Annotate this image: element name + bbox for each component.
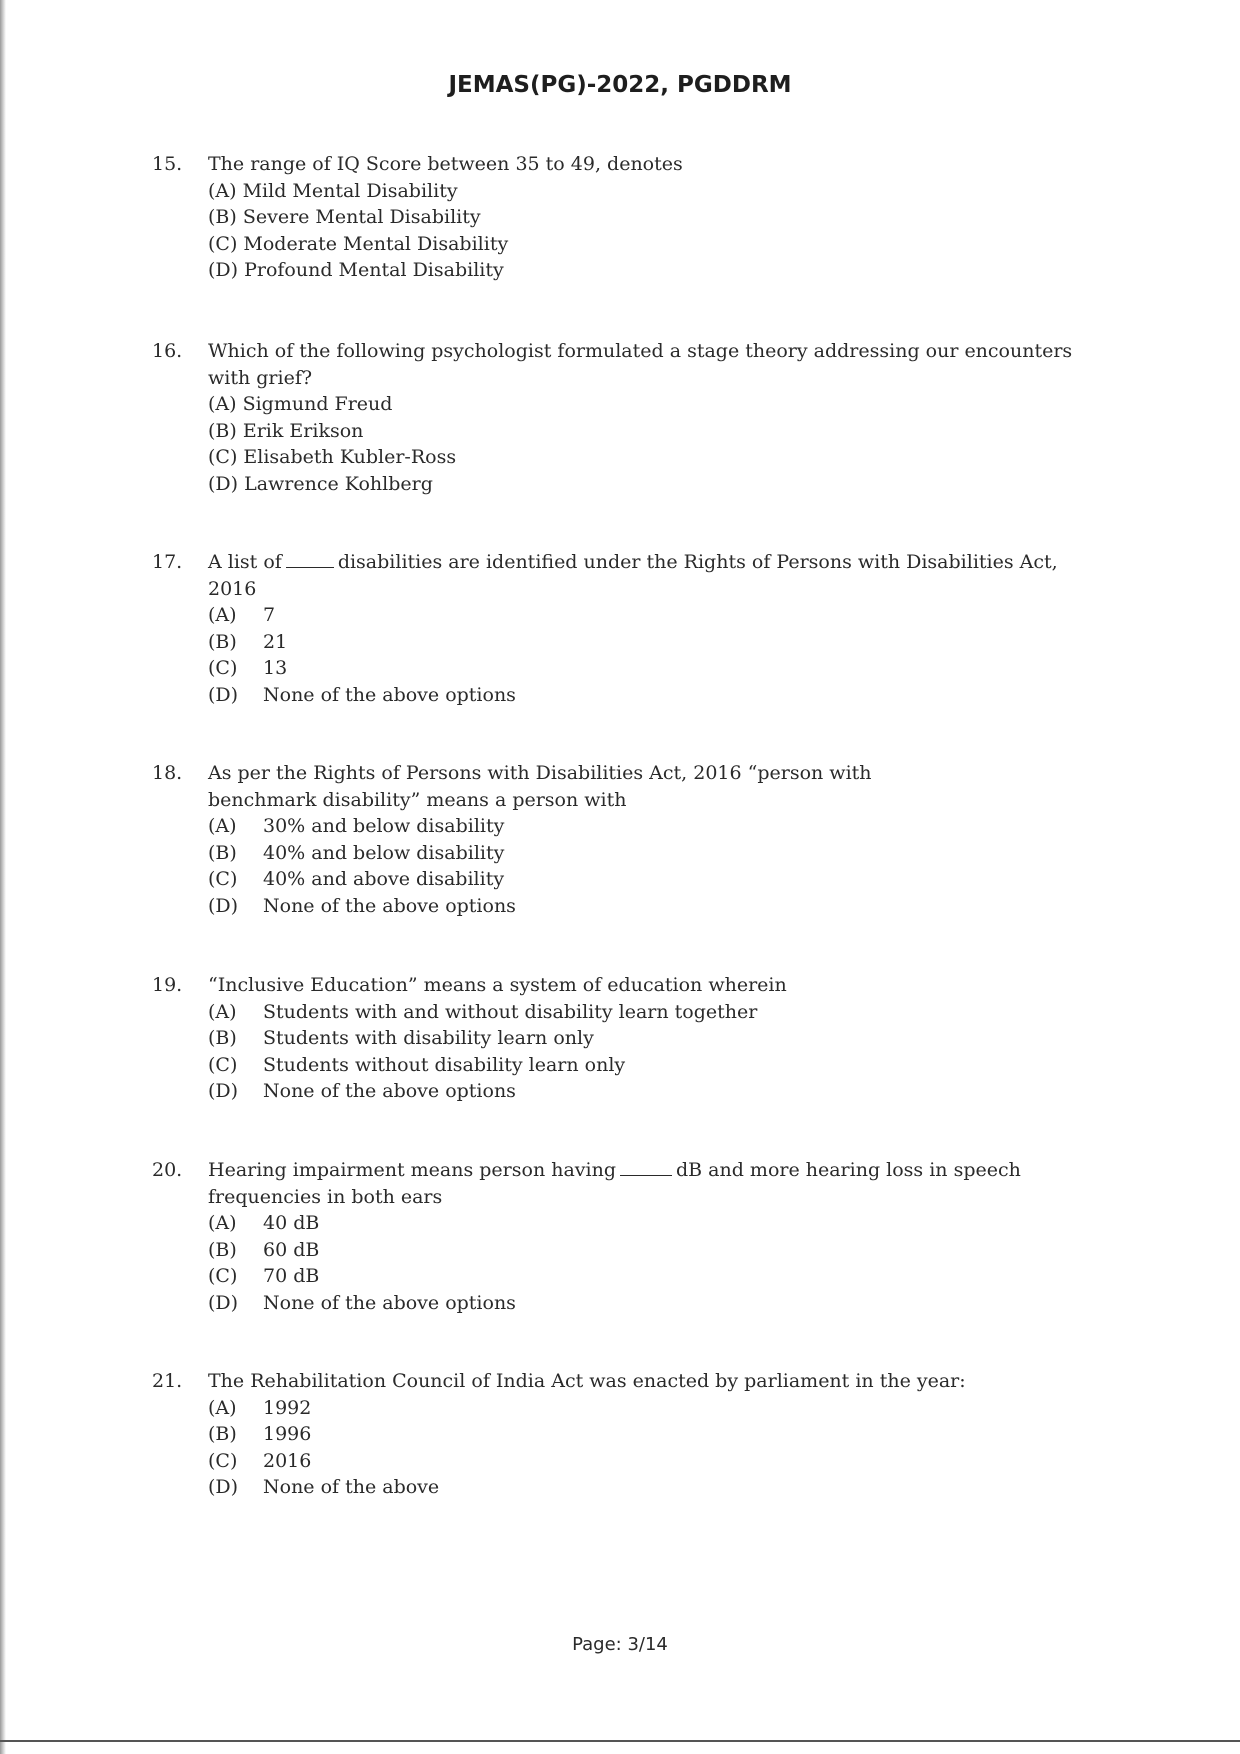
option-b: (B) Erik Erikson xyxy=(208,419,364,442)
option-b xyxy=(208,629,1092,656)
question-text: As per the Rights of Persons with Disabilities Act, 2016 “person with benchmark disability” means a person with xyxy=(208,762,872,811)
option-c xyxy=(208,1448,1092,1475)
option-letter: (C) xyxy=(208,657,238,679)
option-text: None of the above xyxy=(263,1476,440,1498)
question-number: 18. xyxy=(152,762,183,784)
option-a xyxy=(208,999,1092,1026)
option-text: 13 xyxy=(263,657,288,679)
option-c xyxy=(208,866,1092,893)
option-text: 70 dB xyxy=(263,1265,320,1287)
option-letter: (D) xyxy=(208,894,239,917)
question-18 xyxy=(152,760,1092,919)
option-letter: (C) xyxy=(208,868,238,890)
scan-edge xyxy=(0,0,6,1754)
question-text-part: A list of xyxy=(208,551,282,573)
option-letter: (D) xyxy=(208,683,239,706)
option-text: 30% and below disability xyxy=(263,815,505,837)
question-number: 17. xyxy=(152,551,183,573)
option-text: 40 dB xyxy=(263,1212,320,1234)
option-b xyxy=(208,1025,1092,1052)
question-number: 16. xyxy=(152,340,183,362)
option-text: 1996 xyxy=(263,1423,312,1445)
option-list xyxy=(208,813,1092,919)
option-letter: (A) xyxy=(208,815,237,837)
option-text: None of the above options xyxy=(263,894,516,917)
option-a xyxy=(208,602,1092,629)
option-d xyxy=(208,893,1092,920)
option-list xyxy=(208,1395,1092,1501)
option-letter: (C) xyxy=(208,1265,238,1287)
question-number: 19. xyxy=(152,974,183,996)
option-letter: (B) xyxy=(208,841,237,864)
answer-blank xyxy=(620,1159,672,1176)
option-list xyxy=(208,999,1092,1105)
bottom-rule xyxy=(0,1740,1240,1742)
option-a: (A) Mild Mental Disability xyxy=(208,179,458,202)
option-letter: (B) xyxy=(208,1238,237,1261)
question-text-part: Hearing impairment means person having xyxy=(208,1159,616,1181)
option-letter: (D) xyxy=(208,1476,239,1498)
option-c: (C) Elisabeth Kubler-Ross xyxy=(208,446,457,468)
option-text: 40% and below disability xyxy=(263,841,505,864)
question-text xyxy=(208,1157,1092,1210)
option-a xyxy=(208,1395,1092,1422)
option-letter: (B) xyxy=(208,630,237,653)
option-d xyxy=(208,1474,1092,1501)
option-letter: (A) xyxy=(208,604,237,626)
question-17 xyxy=(152,549,1092,708)
option-text: 21 xyxy=(263,630,288,653)
option-letter: (A) xyxy=(208,1212,237,1234)
option-list xyxy=(208,602,1092,708)
option-text: None of the above options xyxy=(263,1080,516,1102)
option-letter: (C) xyxy=(208,1053,238,1076)
option-letter: (A) xyxy=(208,1396,237,1419)
option-text: None of the above options xyxy=(263,683,516,706)
option-list xyxy=(208,1210,1092,1316)
option-text: Students with and without disability learn together xyxy=(263,1000,758,1023)
question-20 xyxy=(152,1157,1092,1316)
option-c xyxy=(208,1263,1092,1290)
option-list xyxy=(208,391,1092,497)
option-text: None of the above options xyxy=(263,1291,516,1314)
option-text: 1992 xyxy=(263,1396,312,1419)
option-d xyxy=(208,1078,1092,1105)
option-text: 7 xyxy=(263,604,276,626)
option-a: (A) Sigmund Freud xyxy=(208,393,393,415)
question-text-part: 2016 xyxy=(208,577,257,600)
option-letter: (D) xyxy=(208,1080,239,1102)
question-text-part: frequencies in both ears xyxy=(208,1185,443,1208)
option-letter: (D) xyxy=(208,1291,239,1314)
question-number: 20. xyxy=(152,1159,183,1181)
exam-title: JEMAS(PG)-2022, PGDDRM xyxy=(448,72,792,98)
option-list xyxy=(208,178,1092,284)
page-number: Page: 3/14 xyxy=(572,1634,668,1655)
question-19 xyxy=(152,972,1092,1105)
option-letter: (A) xyxy=(208,1000,237,1023)
option-text: 60 dB xyxy=(263,1238,320,1261)
option-text: Students with disability learn only xyxy=(263,1027,594,1049)
option-c xyxy=(208,1052,1092,1079)
question-text: Which of the following psychologist formulated a stage theory addressing our encounters with grief? xyxy=(208,340,1073,389)
option-d: (D) Lawrence Kohlberg xyxy=(208,472,433,495)
question-text-part: dB and more hearing loss in speech xyxy=(676,1159,1021,1181)
option-b: (B) Severe Mental Disability xyxy=(208,206,481,228)
question-16 xyxy=(152,338,1092,497)
answer-blank xyxy=(286,551,334,568)
option-a xyxy=(208,1210,1092,1237)
option-b xyxy=(208,840,1092,867)
question-text: The range of IQ Score between 35 to 49, denotes xyxy=(208,153,683,175)
question-number: 15. xyxy=(152,153,183,175)
option-c: (C) Moderate Mental Disability xyxy=(208,232,509,255)
option-b xyxy=(208,1237,1092,1264)
question-21 xyxy=(152,1368,1092,1501)
option-text: Students without disability learn only xyxy=(263,1053,626,1076)
option-letter: (B) xyxy=(208,1027,237,1049)
option-letter: (B) xyxy=(208,1423,237,1445)
question-text: The Rehabilitation Council of India Act was enacted by parliament in the year: xyxy=(208,1370,966,1392)
question-text-part: disabilities are identified under the Rights of Persons with Disabilities Act, xyxy=(337,551,1058,573)
question-number: 21. xyxy=(152,1370,183,1392)
option-d xyxy=(208,1290,1092,1317)
option-d: (D) Profound Mental Disability xyxy=(208,259,504,281)
option-text: 40% and above disability xyxy=(263,868,505,890)
option-d xyxy=(208,682,1092,709)
option-text: 2016 xyxy=(263,1449,312,1472)
question-15 xyxy=(152,151,1092,284)
question-text: “Inclusive Education” means a system of education wherein xyxy=(208,974,787,996)
option-b xyxy=(208,1421,1092,1448)
option-letter: (C) xyxy=(208,1449,238,1472)
option-c xyxy=(208,655,1092,682)
question-text xyxy=(208,549,1092,602)
option-a xyxy=(208,813,1092,840)
